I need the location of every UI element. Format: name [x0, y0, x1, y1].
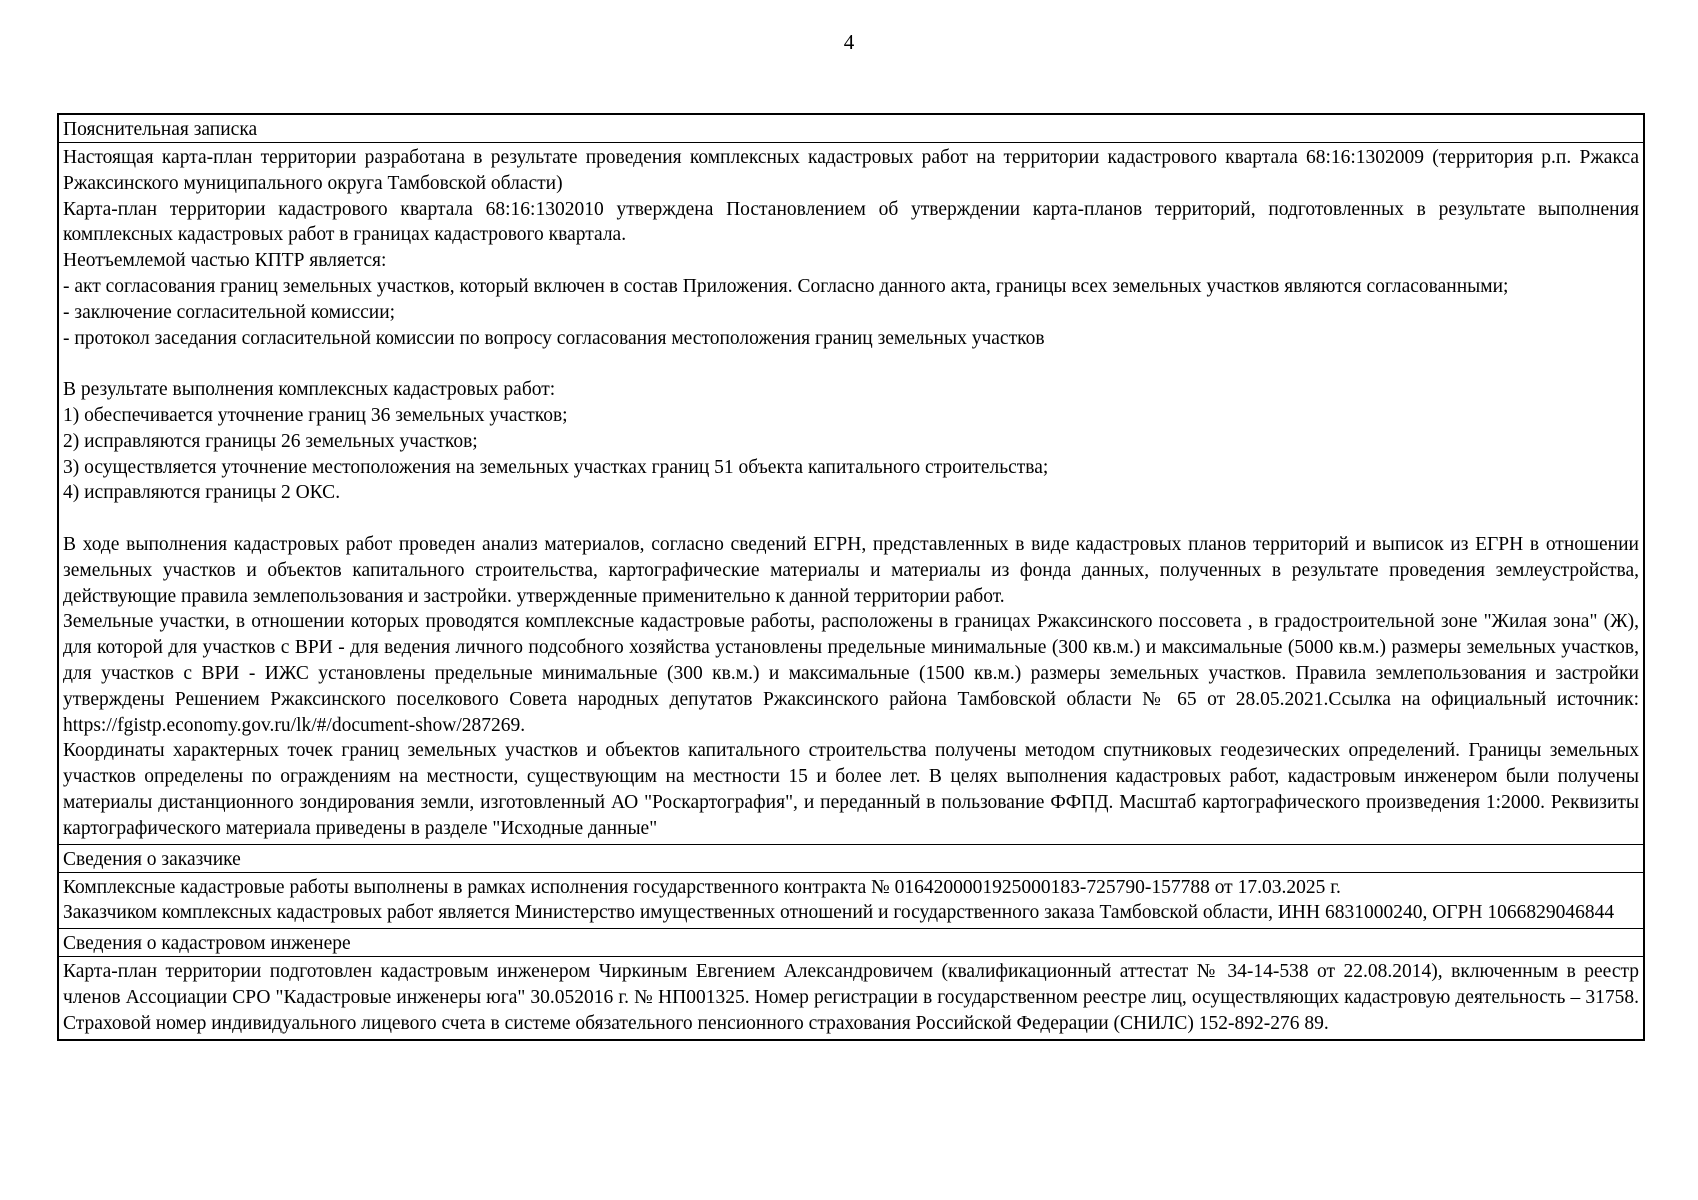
section-body-engineer — [59, 957, 1643, 1038]
intro-paragraph: Настоящая карта-план территории разработана в результате проведения комплексных кадастровых работ на территории кадастрового квартала 68:16:1302009 (территория р.п. Ржакса Ржаксинского муниципального округа Тамбовской области) — [63, 147, 1639, 194]
results-item: 1) обеспечивается уточнение границ 36 земельных участков; — [63, 404, 568, 426]
integral-item: - протокол заседания согласительной комиссии по вопросу согласования местоположения границ земельных участков — [63, 327, 1045, 349]
section-body-customer — [59, 873, 1643, 930]
spacer — [63, 351, 1639, 377]
contract-paragraph: Комплексные кадастровые работы выполнены в рамках исполнения государственного контракта № 0164200001925000183-725790-157788 от 17.03.2025 г. — [63, 876, 1341, 898]
section-header-customer: Сведения о заказчике — [59, 845, 1643, 873]
results-item: 3) осуществляется уточнение местоположения на земельных участках границ 51 объекта капитального строительства; — [63, 456, 1049, 478]
land-plots-paragraph: Земельные участки, в отношении которых проводятся комплексные кадастровые работы, расположены в границах Ржаксинского поссовета , в градостроительной зоне "Жилая зона" (Ж), для которой для участков с ВРИ - для ведения личного подсобного хозяйства установлены предельные минимальные (300 кв.м.) и максимальные (5000 кв.м.) размеры земельных участков, для участков с ВРИ - ИЖС установлены предельные минимальные (300 кв.м.) и максимальные (1500 кв.м.) размеры земельных участков. Правила землепользования и застройки утверждены Решением Ржаксинского поселкового Совета народных депутатов Ржаксинского района Тамбовской области № 65 от 28.05.2021.Ссылка на официальный источник: https://fgistp.economy.gov.ru/lk/#/document-show/287269. — [63, 611, 1639, 736]
results-item: 4) исправляются границы 2 ОКС. — [63, 482, 341, 504]
coordinates-paragraph: Координаты характерных точек границ земельных участков и объектов капитального строительства получены методом спутниковых геодезических определений. Границы земельных участков определены по ограждениям на местности, существующим на местности 15 и более лет. В целях выполнения кадастровых работ, кадастровым инженером были получены материалы дистанционного зондирования земли, изготовленный АО "Роскартография", и переданный в пользование ФФПД. Масштаб картографического произведения 1:2000. Реквизиты картографического материала приведены в разделе "Исходные данные" — [63, 740, 1639, 839]
spacer — [63, 506, 1639, 532]
integral-title: Неотъемлемой частью КПТР является: — [63, 250, 387, 272]
analysis-paragraph: В ходе выполнения кадастровых работ проведен анализ материалов, согласно сведений ЕГРН, представленных в виде кадастровых планов территорий и выписок из ЕГРН в отношении земельных участков и объектов капитального строительства, картографические материалы и материалы из фонда данных, полученных в результате проведения землеустройства, действующие правила землепользования и застройки. утвержденные применительно к данной территории работ. — [63, 533, 1639, 607]
integral-item: - акт согласования границ земельных участков, который включен в состав Приложения. Согласно данного акта, границы всех земельных участков являются согласованными; — [63, 275, 1509, 297]
section-header-engineer: Сведения о кадастровом инженере — [59, 929, 1643, 957]
results-item: 2) исправляются границы 26 земельных участков; — [63, 430, 478, 452]
section-body-explanatory-note — [59, 143, 1643, 845]
integral-item: - заключение согласительной комиссии; — [63, 301, 396, 323]
approval-paragraph: Карта-план территории кадастрового квартала 68:16:1302010 утверждена Постановлением об утверждении карта-планов территорий, подготовленных в результате выполнения комплексных кадастровых работ в границах кадастрового квартала. — [63, 198, 1639, 246]
client-paragraph: Заказчиком комплексных кадастровых работ является Министерство имущественных отношений и государственного заказа Тамбовской области, ИНН 6831000240, ОГРН 1066829046844 — [63, 902, 1615, 924]
page-number: 4 — [843, 30, 855, 54]
engineer-paragraph: Карта-план территории подготовлен кадастровым инженером Чиркиным Евгением Александровичем (квалификационный аттестат № 34-14-538 от 22.08.2014), включенным в реестр членов Ассоциации СРО "Кадастровые инженеры юга" 30.052016 г. № НП001325. Номер регистрации в государственном реестре лиц, осуществляющих кадастровую деятельность – 31758. Страховой номер индивидуального лицевого счета в системе обязательного пенсионного страхования Российской Федерации (СНИЛС) 152-892-276 89. — [63, 961, 1639, 1034]
document-table — [57, 113, 1645, 1041]
section-header-explanatory-note: Пояснительная записка — [59, 115, 1643, 143]
results-title: В результате выполнения комплексных кадастровых работ: — [63, 379, 556, 401]
